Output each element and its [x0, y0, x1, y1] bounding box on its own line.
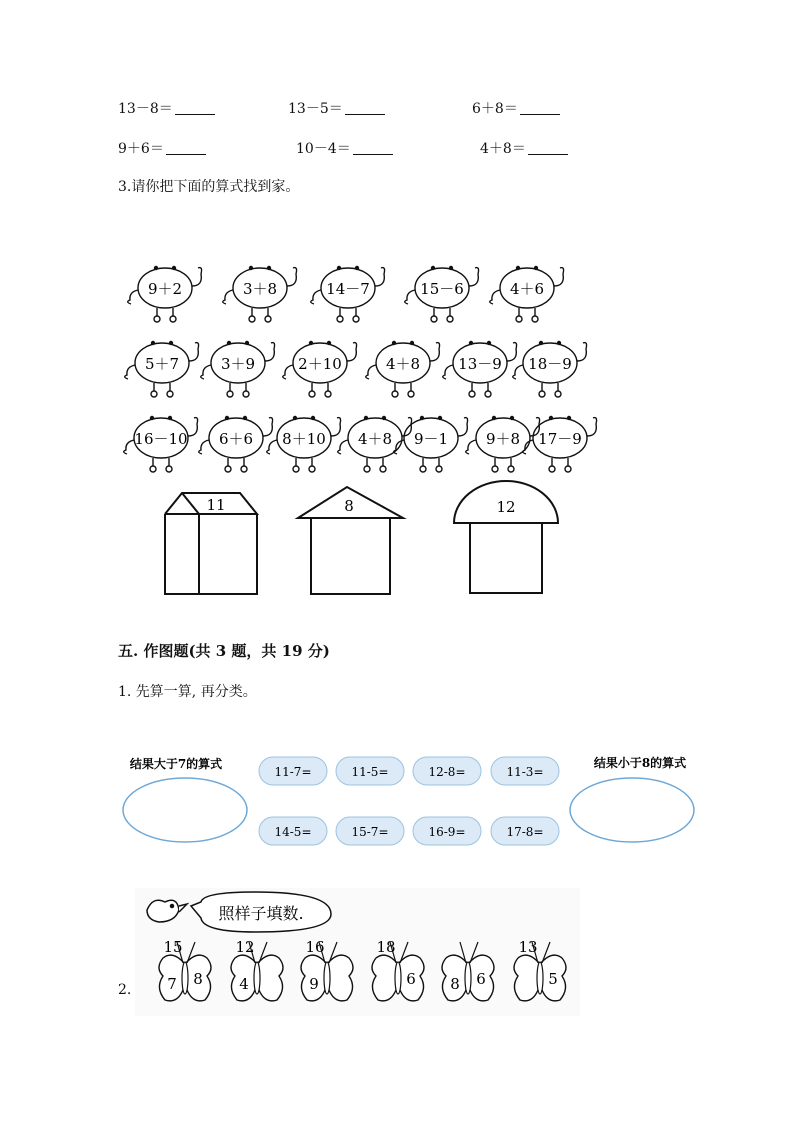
bug-expression: 5＋7 — [144, 355, 180, 373]
bug-house-figure — [0, 240, 794, 610]
exercise-6 — [480, 138, 568, 158]
butterfly-right-number: 6 — [476, 970, 486, 988]
butterfly-right-number: 5 — [548, 970, 558, 988]
answer-blank[interactable] — [520, 100, 560, 115]
bug-expression: 14－7 — [326, 280, 370, 298]
butterfly-top-number: 12 — [235, 938, 255, 956]
bug-equation[interactable] — [311, 266, 385, 322]
bug-equation[interactable] — [128, 266, 202, 322]
speech-text: 照样子填数. — [218, 904, 304, 923]
expression-pill[interactable] — [336, 757, 404, 785]
bug-expression: 2＋10 — [298, 355, 342, 373]
answer-blank[interactable] — [166, 140, 206, 155]
bug-equation[interactable] — [466, 416, 540, 472]
exercise-expr: 6＋8＝ — [472, 101, 518, 117]
classification-figure — [0, 745, 794, 855]
bug-equation[interactable] — [443, 341, 517, 397]
bug-equation[interactable] — [366, 341, 440, 397]
expression-pill[interactable] — [491, 757, 559, 785]
expression-pill[interactable] — [413, 757, 481, 785]
butterfly-left-number: 7 — [167, 975, 177, 993]
bug-expression: 17－9 — [538, 430, 582, 448]
house-label: 8 — [344, 497, 354, 515]
exercise-expr: 13－5＝ — [288, 101, 343, 117]
answer-blank[interactable] — [528, 140, 568, 155]
bug-equation[interactable] — [283, 341, 357, 397]
bug-equation[interactable] — [513, 341, 587, 397]
expression-pill[interactable] — [491, 817, 559, 845]
bug-expression: 13－9 — [458, 355, 502, 373]
bug-expression: 3＋9 — [220, 355, 256, 373]
exercise-1 — [118, 98, 215, 118]
pill-expression: 11-3= — [506, 765, 544, 779]
butterfly-right-number: 6 — [406, 970, 416, 988]
bug-equation[interactable] — [199, 416, 273, 472]
question-2-number: 2. — [118, 982, 132, 998]
bug-equation[interactable] — [223, 266, 297, 322]
bug-group — [124, 266, 597, 472]
expression-pill[interactable] — [413, 817, 481, 845]
pill-expression: 17-8= — [506, 825, 544, 839]
bug-equation[interactable] — [405, 266, 479, 322]
butterfly-left-number: 4 — [239, 975, 249, 993]
bug-expression: 9＋2 — [147, 280, 183, 298]
bug-expression: 4＋8 — [385, 355, 421, 373]
pill-expression: 15-7= — [351, 825, 389, 839]
left-answer-circle[interactable] — [123, 778, 247, 842]
exercise-expr: 9＋6＝ — [118, 141, 164, 157]
bug-expression: 9＋8 — [485, 430, 521, 448]
answer-blank[interactable] — [353, 140, 393, 155]
butterfly-right-number: 8 — [193, 970, 203, 988]
exercise-2 — [288, 98, 385, 118]
pill-expression: 11-7= — [274, 765, 312, 779]
bug-expression: 3＋8 — [242, 280, 278, 298]
bug-expression: 4＋8 — [357, 430, 393, 448]
expression-pill[interactable] — [259, 757, 327, 785]
expression-pill[interactable] — [259, 817, 327, 845]
bug-equation[interactable] — [125, 341, 199, 397]
expression-pill[interactable] — [336, 817, 404, 845]
pill-expression: 14-5= — [274, 825, 312, 839]
bug-equation[interactable] — [124, 416, 198, 472]
house-label: 12 — [496, 498, 516, 516]
pill-expression: 16-9= — [428, 825, 466, 839]
pill-group — [259, 757, 559, 845]
right-group-title: 结果小于8的算式 — [593, 756, 687, 770]
pill-expression: 11-5= — [351, 765, 389, 779]
bug-equation[interactable] — [338, 416, 412, 472]
bug-expression: 6＋6 — [218, 430, 254, 448]
butterfly-top-number: 13 — [518, 938, 538, 956]
bug-expression: 15－6 — [420, 280, 464, 298]
answer-blank[interactable] — [175, 100, 215, 115]
answer-blank[interactable] — [345, 100, 385, 115]
butterfly-left-number: 8 — [450, 975, 460, 993]
bug-equation[interactable] — [201, 341, 275, 397]
bug-expression: 9－1 — [413, 430, 449, 448]
exercise-4 — [118, 138, 206, 158]
speech-bubble — [191, 892, 331, 932]
exercise-expr: 4＋8＝ — [480, 141, 526, 157]
bug-expression: 8＋10 — [282, 430, 326, 448]
butterfly-left-number: 9 — [309, 975, 319, 993]
bug-equation[interactable] — [267, 416, 341, 472]
bug-expression: 18－9 — [528, 355, 572, 373]
butterfly-figure — [135, 888, 580, 1016]
butterfly-top-number: 16 — [305, 938, 325, 956]
butterfly-top-number: 18 — [376, 938, 396, 956]
exercise-3 — [472, 98, 560, 118]
house-label: 11 — [206, 496, 226, 514]
pill-expression: 12-8= — [428, 765, 466, 779]
question-3-label: 3.请你把下面的算式找到家。 — [118, 179, 300, 195]
question-1-label: 1. 先算一算, 再分类。 — [118, 684, 257, 700]
right-answer-circle[interactable] — [570, 778, 694, 842]
bug-expression: 4＋6 — [509, 280, 545, 298]
bug-equation[interactable] — [394, 416, 468, 472]
exercise-expr: 10－4＝ — [296, 141, 351, 157]
left-group-title: 结果大于7的算式 — [129, 757, 223, 771]
bug-expression: 16－10 — [134, 430, 188, 448]
bug-equation[interactable] — [523, 416, 597, 472]
exercise-expr: 13－8＝ — [118, 101, 173, 117]
exercise-5 — [296, 138, 393, 158]
butterfly-top-number: 15 — [163, 938, 183, 956]
bug-equation[interactable] — [490, 266, 564, 322]
section-5-title: 五. 作图题(共 3 题，共 19 分) — [118, 642, 330, 660]
